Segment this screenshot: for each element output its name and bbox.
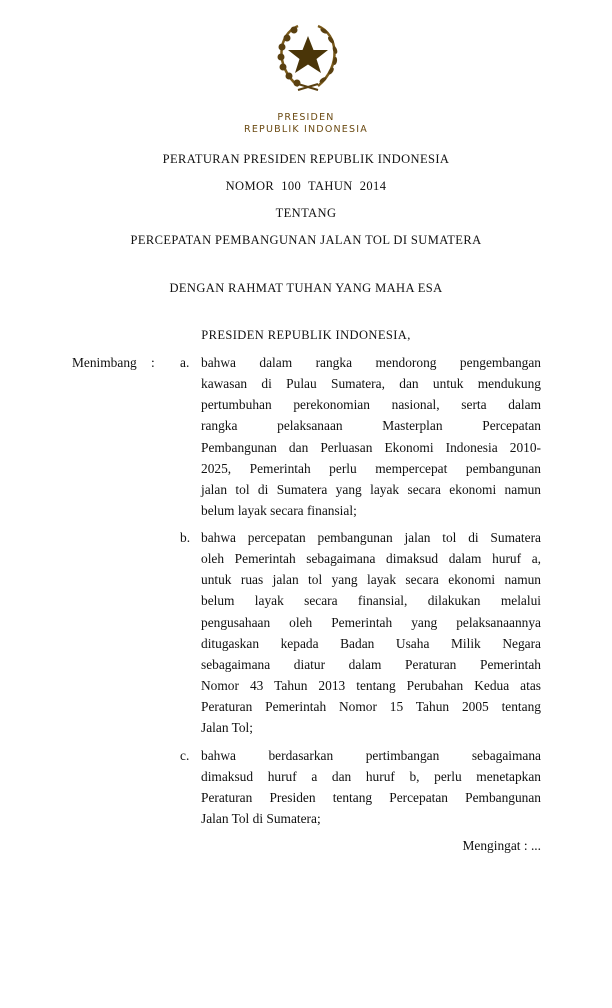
text-line: Peraturan Pemerintah Nomor 15 Tahun 2005 tentang — [201, 699, 541, 715]
text-line: 2025, Pemerintah perlu mempercepat pembangunan — [201, 460, 541, 476]
letterhead-republic: REPUBLIK INDONESIA — [244, 124, 368, 135]
text-line: Jalan Tol di Sumatera; — [201, 811, 321, 827]
text-line: dimaksud huruf a dan huruf b, perlu menetapkan — [201, 769, 541, 785]
item-marker-b: b. — [180, 530, 191, 545]
text-line: oleh Pemerintah sebagaimana dimaksud dalam huruf a, — [201, 551, 541, 567]
invocation: DENGAN RAHMAT TUHAN YANG MAHA ESA — [169, 281, 443, 295]
text-line: bahwa dalam rangka mendorong pengembangan — [201, 355, 541, 370]
regulation-about: TENTANG — [275, 206, 337, 220]
menimbang-colon: : — [151, 355, 155, 370]
consideration-b — [201, 527, 541, 739]
text-line: belum layak secara finansial; — [201, 503, 357, 519]
text-line: Nomor 43 Tahun 2013 tentang Perubahan Kedua atas — [201, 678, 541, 694]
item-marker-c: c. — [180, 748, 190, 763]
text-line: Peraturan Presiden tentang Percepatan Pembangunan — [201, 790, 541, 806]
text-line: kawasan di Pulau Sumatera, dan untuk mendukung — [201, 376, 541, 392]
regulation-subject: PERCEPATAN PEMBANGUNAN JALAN TOL DI SUMATERA — [130, 233, 482, 247]
text-line: bahwa berdasarkan pertimbangan sebagaimana — [201, 748, 541, 763]
consideration-c — [201, 745, 541, 830]
text-line: sebagaimana diatur dalam Peraturan Pemerintah — [201, 656, 541, 672]
text-line: Jalan Tol; — [201, 720, 253, 736]
menimbang-label: Menimbang — [72, 355, 137, 370]
regulation-title: PERATURAN PRESIDEN REPUBLIK INDONESIA — [162, 152, 450, 166]
text-line: jalan tol di Sumatera yang layak secara ekonomi namun — [201, 481, 541, 497]
presidential-emblem-icon — [268, 16, 348, 96]
text-line: pengusahaan oleh Pemerintah yang pelaksanaannya — [201, 614, 541, 630]
issuer: PRESIDEN REPUBLIK INDONESIA, — [201, 328, 411, 342]
regulation-number: NOMOR 100 TAHUN 2014 — [225, 179, 387, 193]
item-marker-a: a. — [180, 355, 190, 370]
text-line: bahwa percepatan pembangunan jalan tol di Sumatera — [201, 530, 541, 545]
text-line: Pembangunan dan Perluasan Ekonomi Indonesia 2010- — [201, 439, 541, 455]
consideration-a — [201, 352, 541, 521]
letterhead-president: PRESIDEN — [277, 112, 335, 123]
text-line: rangka pelaksanaan Masterplan Percepatan — [201, 418, 541, 434]
text-line: untuk ruas jalan tol yang layak secara ekonomi namun — [201, 572, 541, 588]
text-line: ditugaskan kepada Badan Usaha Milik Negara — [201, 635, 541, 651]
continuation-mengingat: Mengingat : ... — [462, 838, 541, 853]
text-line: belum layak secara finansial, dilakukan melalui — [201, 593, 541, 609]
text-line: pertumbuhan perekonomian nasional, serta dalam — [201, 397, 541, 413]
